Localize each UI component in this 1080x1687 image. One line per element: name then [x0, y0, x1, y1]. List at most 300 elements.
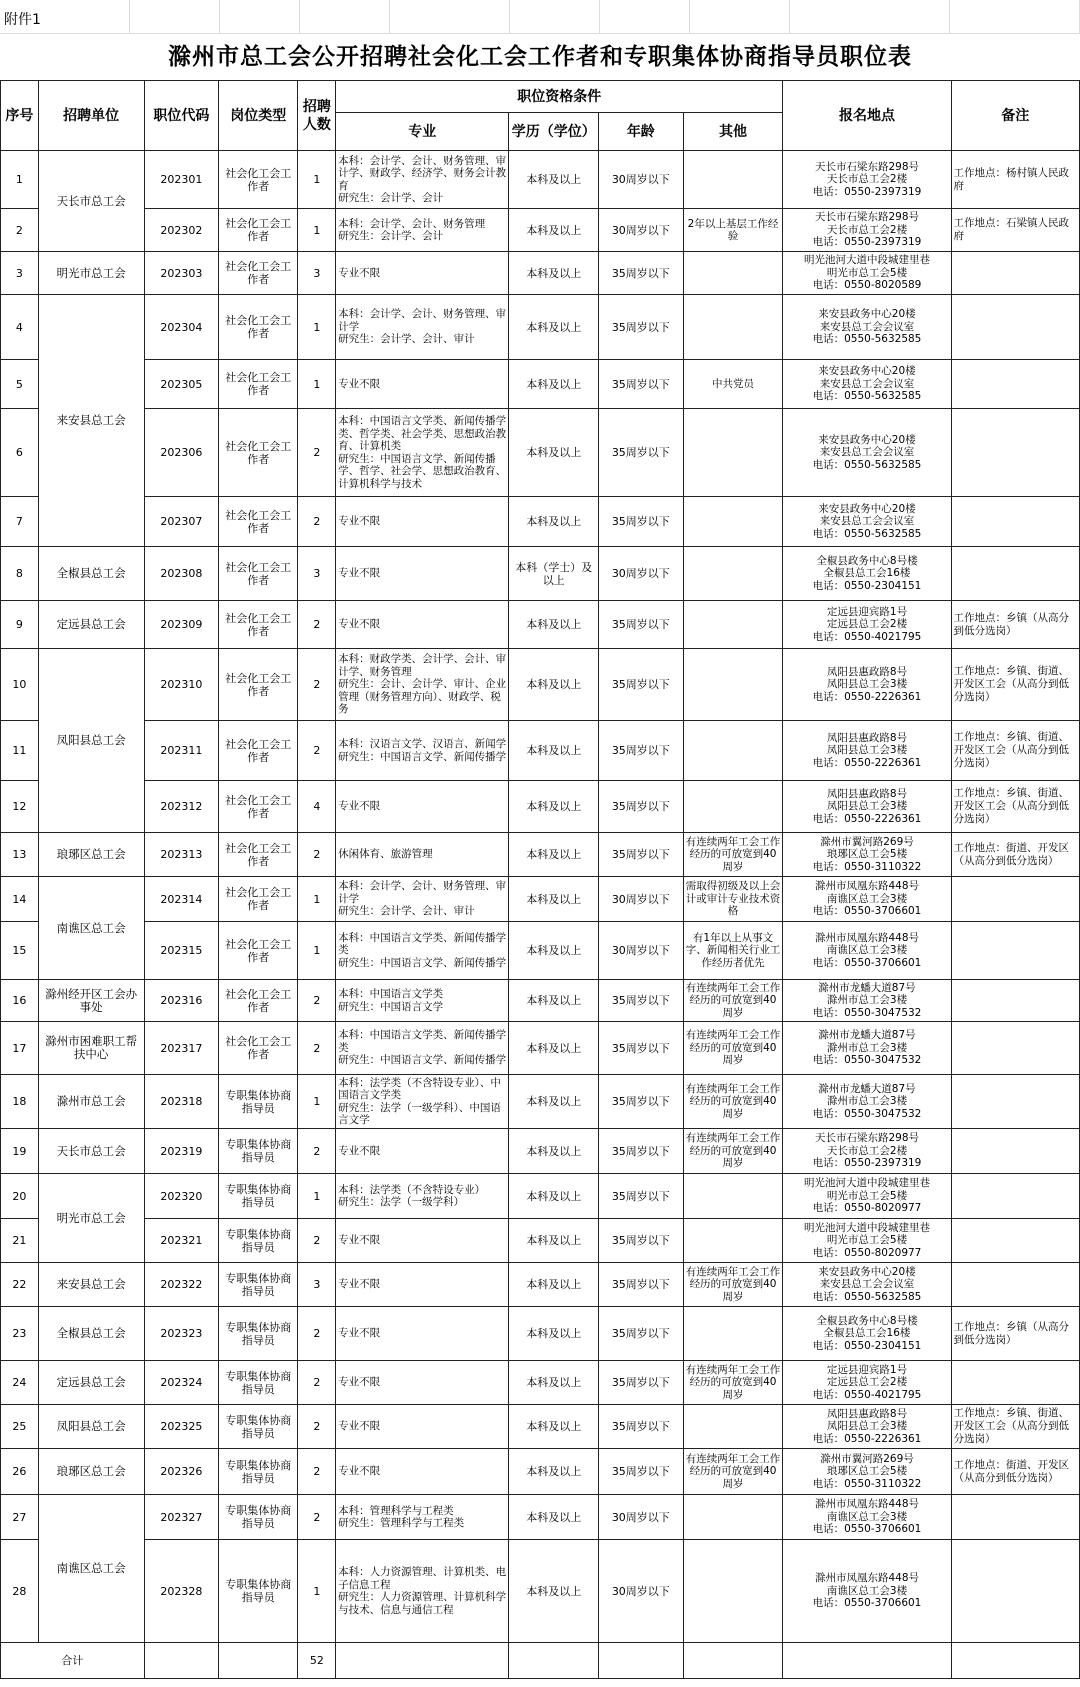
education-requirement: 本科及以上 [509, 1449, 599, 1495]
position-type: 专职集体协商指导员 [219, 1307, 298, 1361]
remark [951, 980, 1079, 1022]
remark [951, 409, 1079, 497]
recruiting-unit: 来安县总工会 [38, 295, 144, 547]
recruiting-unit: 天长市总工会 [38, 1129, 144, 1174]
table-row [1, 497, 1080, 547]
position-code: 202311 [144, 721, 218, 781]
other-requirement [683, 1219, 783, 1263]
education-requirement: 本科及以上 [509, 360, 599, 409]
major-requirement: 专业不限 [336, 1307, 509, 1361]
table-row [1, 209, 1080, 252]
sheet-cell [950, 0, 1080, 34]
recruiting-unit: 滁州经开区工会办事处 [38, 980, 144, 1022]
header-count: 招聘人数 [298, 81, 336, 151]
hiring-count: 1 [298, 1075, 336, 1129]
other-requirement: 有连续两年工会工作经历的可放宽到40周岁 [683, 1449, 783, 1495]
other-requirement: 中共党员 [683, 360, 783, 409]
age-requirement: 35周岁以下 [599, 1174, 684, 1219]
row-number: 17 [1, 1022, 39, 1075]
registration-location: 来安县政务中心20楼 来安县总工会会议室 电话：0550-5632585 [783, 497, 951, 547]
total-empty-cell [219, 1643, 298, 1679]
age-requirement: 35周岁以下 [599, 1405, 684, 1449]
total-empty-cell [599, 1643, 684, 1679]
other-requirement [683, 547, 783, 601]
table-row [1, 601, 1080, 649]
major-requirement: 本科：法学类（不含特设专业）、中国语言文学类 研究生：法学（一级学科）、中国语言文学 [336, 1075, 509, 1129]
remark: 工作地点：乡镇、街道、开发区工会（从高分到低分选岗） [951, 1405, 1079, 1449]
recruiting-unit: 南谯区总工会 [38, 877, 144, 980]
remark [951, 360, 1079, 409]
remark [951, 877, 1079, 922]
position-type: 社会化工会工作者 [219, 877, 298, 922]
age-requirement: 35周岁以下 [599, 721, 684, 781]
age-requirement: 35周岁以下 [599, 1361, 684, 1405]
header-education: 学历（学位） [509, 113, 599, 151]
total-label: 合计 [1, 1643, 145, 1679]
major-requirement: 专业不限 [336, 360, 509, 409]
position-type: 专职集体协商指导员 [219, 1449, 298, 1495]
table-row [1, 1263, 1080, 1307]
sheet-cell [690, 0, 790, 34]
hiring-count: 2 [298, 1307, 336, 1361]
other-requirement: 有连续两年工会工作经历的可放宽到40周岁 [683, 1075, 783, 1129]
row-number: 13 [1, 833, 39, 877]
age-requirement: 35周岁以下 [599, 252, 684, 295]
page-title: 滁州市总工会公开招聘社会化工会工作者和专职集体协商指导员职位表 [168, 43, 912, 70]
age-requirement: 35周岁以下 [599, 833, 684, 877]
position-code: 202322 [144, 1263, 218, 1307]
header-qualifications: 职位资格条件 [336, 81, 783, 113]
major-requirement: 本科：管理科学与工程类 研究生：管理科学与工程类 [336, 1495, 509, 1540]
table-row [1, 360, 1080, 409]
other-requirement [683, 1307, 783, 1361]
position-type: 专职集体协商指导员 [219, 1219, 298, 1263]
major-requirement: 专业不限 [336, 601, 509, 649]
registration-location: 来安县政务中心20楼 来安县总工会会议室 电话：0550-5632585 [783, 360, 951, 409]
table-row [1, 980, 1080, 1022]
registration-location: 天长市石梁东路298号 天长市总工会2楼 电话：0550-2397319 [783, 209, 951, 252]
recruiting-unit: 南谯区总工会 [38, 1495, 144, 1643]
registration-location: 凤阳县惠政路8号 凤阳县总工会3楼 电话：0550-2226361 [783, 721, 951, 781]
education-requirement: 本科及以上 [509, 252, 599, 295]
hiring-count: 2 [298, 1405, 336, 1449]
age-requirement: 30周岁以下 [599, 1495, 684, 1540]
attachment-label: 附件1 [4, 12, 41, 28]
recruiting-unit: 凤阳县总工会 [38, 649, 144, 833]
age-requirement: 35周岁以下 [599, 1307, 684, 1361]
other-requirement: 有连续两年工会工作经历的可放宽到40周岁 [683, 1022, 783, 1075]
sheet-cell [130, 0, 220, 34]
other-requirement: 有连续两年工会工作经历的可放宽到40周岁 [683, 1263, 783, 1307]
position-code: 202318 [144, 1075, 218, 1129]
recruiting-unit: 明光市总工会 [38, 252, 144, 295]
registration-location: 全椒县政务中心8号楼 全椒县总工会16楼 电话：0550-2304151 [783, 1307, 951, 1361]
other-requirement [683, 252, 783, 295]
major-requirement: 本科：中国语言文学类、新闻传播学类 研究生：中国语言文学、新闻传播学 [336, 1022, 509, 1075]
major-requirement: 本科：中国语言文学类、新闻传播学类 研究生：中国语言文学、新闻传播学 [336, 922, 509, 980]
row-number: 25 [1, 1405, 39, 1449]
remark: 工作地点：乡镇、街道、开发区工会（从高分到低分选岗） [951, 721, 1079, 781]
other-requirement [683, 1540, 783, 1643]
row-number: 6 [1, 409, 39, 497]
position-type: 社会化工会工作者 [219, 547, 298, 601]
education-requirement: 本科及以上 [509, 1219, 599, 1263]
major-requirement: 本科：会计学、会计、财务管理、审计学、财政学、经济学、财务会计教育 研究生：会计学、会计 [336, 151, 509, 209]
sheet-cell [790, 0, 950, 34]
registration-location: 滁州市凤凰东路448号 南谯区总工会3楼 电话：0550-3706601 [783, 1540, 951, 1643]
table-row [1, 877, 1080, 922]
age-requirement: 30周岁以下 [599, 922, 684, 980]
education-requirement: 本科及以上 [509, 1495, 599, 1540]
age-requirement: 35周岁以下 [599, 409, 684, 497]
position-code: 202308 [144, 547, 218, 601]
position-code: 202328 [144, 1540, 218, 1643]
sheet-cell [600, 0, 690, 34]
position-type: 社会化工会工作者 [219, 721, 298, 781]
other-requirement [683, 601, 783, 649]
remark [951, 1219, 1079, 1263]
row-number: 22 [1, 1263, 39, 1307]
table-row [1, 1174, 1080, 1219]
education-requirement: 本科及以上 [509, 781, 599, 833]
registration-location: 明光池河大道中段城建里巷 明光市总工会5楼 电话：0550-8020977 [783, 1219, 951, 1263]
table-row [1, 833, 1080, 877]
education-requirement: 本科及以上 [509, 1129, 599, 1174]
recruiting-unit: 定远县总工会 [38, 1361, 144, 1405]
major-requirement: 专业不限 [336, 547, 509, 601]
other-requirement: 有1年以上从事文字、新闻相关行业工作经历者优先 [683, 922, 783, 980]
position-code: 202324 [144, 1361, 218, 1405]
remark [951, 547, 1079, 601]
position-type: 专职集体协商指导员 [219, 1361, 298, 1405]
education-requirement: 本科及以上 [509, 1022, 599, 1075]
recruiting-unit: 明光市总工会 [38, 1174, 144, 1263]
hiring-count: 2 [298, 1495, 336, 1540]
education-requirement: 本科及以上 [509, 922, 599, 980]
other-requirement [683, 151, 783, 209]
hiring-count: 2 [298, 833, 336, 877]
position-type: 专职集体协商指导员 [219, 1075, 298, 1129]
age-requirement: 35周岁以下 [599, 1075, 684, 1129]
row-number: 23 [1, 1307, 39, 1361]
education-requirement: 本科及以上 [509, 209, 599, 252]
position-type: 专职集体协商指导员 [219, 1495, 298, 1540]
hiring-count: 1 [298, 360, 336, 409]
other-requirement [683, 1174, 783, 1219]
major-requirement: 专业不限 [336, 781, 509, 833]
position-code: 202327 [144, 1495, 218, 1540]
other-requirement: 2年以上基层工作经验 [683, 209, 783, 252]
spreadsheet-header-strip [0, 0, 1080, 34]
total-empty-cell [509, 1643, 599, 1679]
table-row [1, 1307, 1080, 1361]
hiring-count: 3 [298, 252, 336, 295]
major-requirement: 专业不限 [336, 252, 509, 295]
row-number: 8 [1, 547, 39, 601]
registration-location: 明光池河大道中段城建里巷 明光市总工会5楼 电话：0550-8020977 [783, 1174, 951, 1219]
other-requirement [683, 649, 783, 721]
table-row [1, 1129, 1080, 1174]
age-requirement: 35周岁以下 [599, 1263, 684, 1307]
major-requirement: 专业不限 [336, 1129, 509, 1174]
other-requirement [683, 1405, 783, 1449]
sheet-cell [220, 0, 300, 34]
header-unit: 招聘单位 [38, 81, 144, 151]
hiring-count: 3 [298, 1263, 336, 1307]
remark [951, 1022, 1079, 1075]
table-row [1, 1075, 1080, 1129]
row-number: 21 [1, 1219, 39, 1263]
position-type: 社会化工会工作者 [219, 833, 298, 877]
education-requirement: 本科及以上 [509, 409, 599, 497]
recruiting-unit: 凤阳县总工会 [38, 1405, 144, 1449]
hiring-count: 2 [298, 980, 336, 1022]
position-code: 202306 [144, 409, 218, 497]
table-row [1, 721, 1080, 781]
position-type: 专职集体协商指导员 [219, 1540, 298, 1643]
position-code: 202314 [144, 877, 218, 922]
other-requirement [683, 409, 783, 497]
table-row [1, 1449, 1080, 1495]
row-number: 18 [1, 1075, 39, 1129]
position-code: 202326 [144, 1449, 218, 1495]
table-row [1, 409, 1080, 497]
position-type: 社会化工会工作者 [219, 497, 298, 547]
education-requirement: 本科及以上 [509, 1405, 599, 1449]
remark: 工作地点：乡镇、街道、开发区工会（从高分到低分选岗） [951, 781, 1079, 833]
row-number: 16 [1, 980, 39, 1022]
age-requirement: 35周岁以下 [599, 360, 684, 409]
age-requirement: 35周岁以下 [599, 1219, 684, 1263]
header-age: 年龄 [599, 113, 684, 151]
recruiting-unit: 琅琊区总工会 [38, 1449, 144, 1495]
major-requirement: 本科：人力资源管理、计算机类、电子信息工程 研究生：人力资源管理、计算机科学与技术、信息与通信工程 [336, 1540, 509, 1643]
row-number: 27 [1, 1495, 39, 1540]
other-requirement [683, 497, 783, 547]
header-type: 岗位类型 [219, 81, 298, 151]
position-code: 202320 [144, 1174, 218, 1219]
registration-location: 凤阳县惠政路8号 凤阳县总工会3楼 电话：0550-2226361 [783, 649, 951, 721]
total-empty-cell [144, 1643, 218, 1679]
major-requirement: 休闲体育、旅游管理 [336, 833, 509, 877]
remark [951, 1263, 1079, 1307]
age-requirement: 30周岁以下 [599, 547, 684, 601]
sheet-cell [300, 0, 390, 34]
registration-location: 滁州市凤凰东路448号 南谯区总工会3楼 电话：0550-3706601 [783, 1495, 951, 1540]
position-code: 202316 [144, 980, 218, 1022]
row-number: 28 [1, 1540, 39, 1643]
total-count: 52 [298, 1643, 336, 1679]
remark [951, 1361, 1079, 1405]
header-seq: 序号 [1, 81, 39, 151]
position-code: 202313 [144, 833, 218, 877]
education-requirement: 本科及以上 [509, 295, 599, 360]
age-requirement: 35周岁以下 [599, 497, 684, 547]
other-requirement [683, 1495, 783, 1540]
table-row [1, 1361, 1080, 1405]
registration-location: 明光池河大道中段城建里巷 明光市总工会5楼 电话：0550-8020589 [783, 252, 951, 295]
hiring-count: 2 [298, 409, 336, 497]
position-type: 社会化工会工作者 [219, 409, 298, 497]
age-requirement: 30周岁以下 [599, 1540, 684, 1643]
major-requirement: 专业不限 [336, 1219, 509, 1263]
major-requirement: 专业不限 [336, 1361, 509, 1405]
header-major: 专业 [336, 113, 509, 151]
major-requirement: 专业不限 [336, 497, 509, 547]
row-number: 12 [1, 781, 39, 833]
remark [951, 1075, 1079, 1129]
total-empty-cell [783, 1643, 951, 1679]
total-row [1, 1643, 1080, 1679]
remark: 工作地点：乡镇（从高分到低分选岗） [951, 1307, 1079, 1361]
table-row [1, 922, 1080, 980]
positions-table [0, 80, 1080, 1679]
total-empty-cell [683, 1643, 783, 1679]
header-location: 报名地点 [783, 81, 951, 151]
position-type: 社会化工会工作者 [219, 151, 298, 209]
total-empty-cell [951, 1643, 1079, 1679]
age-requirement: 35周岁以下 [599, 1129, 684, 1174]
position-code: 202307 [144, 497, 218, 547]
position-code: 202323 [144, 1307, 218, 1361]
hiring-count: 1 [298, 1174, 336, 1219]
education-requirement: 本科及以上 [509, 1174, 599, 1219]
hiring-count: 2 [298, 601, 336, 649]
position-code: 202305 [144, 360, 218, 409]
registration-location: 滁州市龙蟠大道87号 滁州市总工会3楼 电话：0550-3047532 [783, 1022, 951, 1075]
row-number: 3 [1, 252, 39, 295]
major-requirement: 本科：会计学、会计、财务管理、审计学 研究生：会计学、会计、审计 [336, 877, 509, 922]
age-requirement: 35周岁以下 [599, 1449, 684, 1495]
major-requirement: 本科：中国语言文学类、新闻传播学类、哲学类、社会学类、思想政治教育、计算机类 研究生：中国语言文学、新闻传播学、哲学、社会学、思想政治教育、计算机科学与技术 [336, 409, 509, 497]
table-row [1, 295, 1080, 360]
header-code: 职位代码 [144, 81, 218, 151]
registration-location: 凤阳县惠政路8号 凤阳县总工会3楼 电话：0550-2226361 [783, 781, 951, 833]
remark: 工作地点：街道、开发区（从高分到低分选岗） [951, 1449, 1079, 1495]
position-code: 202321 [144, 1219, 218, 1263]
hiring-count: 2 [298, 1361, 336, 1405]
recruiting-unit: 滁州市总工会 [38, 1075, 144, 1129]
hiring-count: 4 [298, 781, 336, 833]
recruiting-unit: 定远县总工会 [38, 601, 144, 649]
position-code: 202302 [144, 209, 218, 252]
position-type: 专职集体协商指导员 [219, 1405, 298, 1449]
position-code: 202304 [144, 295, 218, 360]
registration-location: 滁州市翼河路269号 琅琊区总工会5楼 电话：0550-3110322 [783, 1449, 951, 1495]
recruiting-unit: 来安县总工会 [38, 1263, 144, 1307]
position-code: 202310 [144, 649, 218, 721]
table-row [1, 1495, 1080, 1540]
education-requirement: 本科及以上 [509, 877, 599, 922]
other-requirement: 有连续两年工会工作经历的可放宽到40周岁 [683, 980, 783, 1022]
position-type: 社会化工会工作者 [219, 252, 298, 295]
position-type: 专职集体协商指导员 [219, 1174, 298, 1219]
remark [951, 252, 1079, 295]
position-type: 专职集体协商指导员 [219, 1263, 298, 1307]
recruiting-unit: 全椒县总工会 [38, 547, 144, 601]
table-row [1, 252, 1080, 295]
education-requirement: 本科及以上 [509, 1540, 599, 1643]
hiring-count: 3 [298, 547, 336, 601]
education-requirement: 本科及以上 [509, 1307, 599, 1361]
education-requirement: 本科及以上 [509, 497, 599, 547]
table-row [1, 781, 1080, 833]
registration-location: 滁州市翼河路269号 琅琊区总工会5楼 电话：0550-3110322 [783, 833, 951, 877]
remark: 工作地点：乡镇、街道、开发区工会（从高分到低分选岗） [951, 649, 1079, 721]
row-number: 20 [1, 1174, 39, 1219]
hiring-count: 1 [298, 151, 336, 209]
education-requirement: 本科（学士）及以上 [509, 547, 599, 601]
hiring-count: 2 [298, 721, 336, 781]
row-number: 2 [1, 209, 39, 252]
recruiting-unit: 天长市总工会 [38, 151, 144, 252]
remark [951, 1129, 1079, 1174]
row-number: 26 [1, 1449, 39, 1495]
row-number: 10 [1, 649, 39, 721]
row-number: 9 [1, 601, 39, 649]
registration-location: 来安县政务中心20楼 来安县总工会会议室 电话：0550-5632585 [783, 409, 951, 497]
total-empty-cell [336, 1643, 509, 1679]
age-requirement: 35周岁以下 [599, 295, 684, 360]
major-requirement: 专业不限 [336, 1405, 509, 1449]
hiring-count: 1 [298, 922, 336, 980]
hiring-count: 2 [298, 1129, 336, 1174]
registration-location: 滁州市龙蟠大道87号 滁州市总工会3楼 电话：0550-3047532 [783, 1075, 951, 1129]
table-row [1, 649, 1080, 721]
hiring-count: 2 [298, 1449, 336, 1495]
row-number: 24 [1, 1361, 39, 1405]
position-type: 社会化工会工作者 [219, 781, 298, 833]
major-requirement: 本科：会计学、会计、财务管理 研究生：会计学、会计 [336, 209, 509, 252]
remark [951, 1174, 1079, 1219]
position-type: 社会化工会工作者 [219, 922, 298, 980]
row-number: 11 [1, 721, 39, 781]
row-number: 1 [1, 151, 39, 209]
row-number: 4 [1, 295, 39, 360]
education-requirement: 本科及以上 [509, 1263, 599, 1307]
table-row [1, 547, 1080, 601]
registration-location: 定远县迎宾路1号 定远县总工会2楼 电话：0550-4021795 [783, 601, 951, 649]
position-type: 社会化工会工作者 [219, 360, 298, 409]
table-row [1, 1540, 1080, 1643]
position-type: 社会化工会工作者 [219, 1022, 298, 1075]
other-requirement: 有连续两年工会工作经历的可放宽到40周岁 [683, 1361, 783, 1405]
major-requirement: 本科：会计学、会计、财务管理、审计学 研究生：会计学、会计、审计 [336, 295, 509, 360]
registration-location: 天长市石梁东路298号 天长市总工会2楼 电话：0550-2397319 [783, 151, 951, 209]
other-requirement [683, 721, 783, 781]
major-requirement: 专业不限 [336, 1449, 509, 1495]
table-row [1, 151, 1080, 209]
education-requirement: 本科及以上 [509, 1361, 599, 1405]
registration-location: 凤阳县惠政路8号 凤阳县总工会3楼 电话：0550-2226361 [783, 1405, 951, 1449]
hiring-count: 2 [298, 1022, 336, 1075]
education-requirement: 本科及以上 [509, 151, 599, 209]
hiring-count: 2 [298, 497, 336, 547]
position-type: 社会化工会工作者 [219, 295, 298, 360]
row-number: 5 [1, 360, 39, 409]
row-number: 14 [1, 877, 39, 922]
position-type: 社会化工会工作者 [219, 601, 298, 649]
sheet-cell [510, 0, 600, 34]
major-requirement: 本科：法学类（不含特设专业） 研究生：法学（一级学科） [336, 1174, 509, 1219]
age-requirement: 35周岁以下 [599, 781, 684, 833]
position-code: 202317 [144, 1022, 218, 1075]
registration-location: 来安县政务中心20楼 来安县总工会会议室 电话：0550-5632585 [783, 295, 951, 360]
hiring-count: 2 [298, 1219, 336, 1263]
registration-location: 滁州市凤凰东路448号 南谯区总工会3楼 电话：0550-3706601 [783, 877, 951, 922]
header-other: 其他 [683, 113, 783, 151]
hiring-count: 1 [298, 209, 336, 252]
